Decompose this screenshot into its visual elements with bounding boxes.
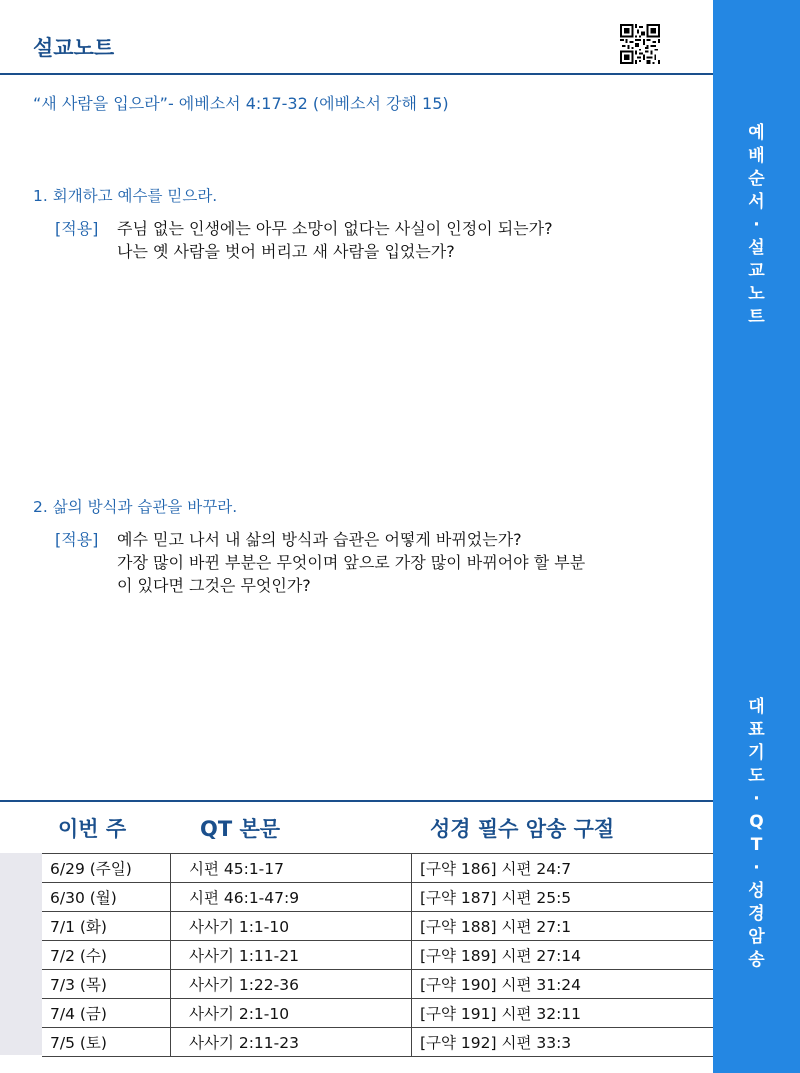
application-block: [55, 528, 695, 597]
sidebar-char: 송: [748, 950, 765, 970]
sermon-title: “새 사람을 입으라”- 에베소서 4:17-32 (에베소서 강해 15): [33, 94, 449, 113]
sidebar-char: 성: [748, 881, 765, 901]
section-heading: 2. 삶의 방식과 습관을 바꾸라.: [33, 498, 238, 516]
table-side-band: [0, 853, 42, 1055]
apply-line: 이 있다면 그것은 무엇인가?: [117, 576, 311, 595]
sidebar-char: 대: [748, 697, 765, 717]
header-divider: [0, 73, 713, 75]
sidebar-char: 경: [748, 904, 765, 924]
application-block: [55, 217, 695, 263]
sidebar-char: 암: [748, 927, 765, 947]
verse-cell: [구약 188] 시편 27:1: [412, 912, 715, 941]
table-divider: [0, 800, 713, 802]
verse-cell: [구약 187] 시편 25:5: [412, 883, 715, 912]
qt-cell: 사사기 1:22-36: [171, 970, 412, 999]
table-row: [42, 941, 714, 970]
verse-cell: [구약 186] 시편 24:7: [412, 854, 715, 883]
date-cell: 7/1 (화): [42, 912, 171, 941]
table-row: [42, 912, 714, 941]
page-title: 설교노트: [33, 36, 115, 60]
sidebar-char: 교: [748, 261, 765, 281]
qt-cell: 사사기 2:11-23: [171, 1028, 412, 1057]
qt-cell: 사사기 1:11-21: [171, 941, 412, 970]
column-header-qt: QT 본문: [200, 817, 281, 841]
apply-line: 주님 없는 인생에는 아무 소망이 없다는 사실이 인정이 되는가?: [117, 219, 553, 238]
date-cell: 7/2 (수): [42, 941, 171, 970]
sidebar-char: 노: [748, 284, 765, 304]
sidebar-char: 도: [748, 766, 765, 786]
column-header-memory-verse: 성경 필수 암송 구절: [430, 817, 615, 841]
sidebar-char: 예: [748, 123, 765, 143]
apply-line: 예수 믿고 나서 내 삶의 방식과 습관은 어떻게 바뀌었는가?: [117, 530, 522, 549]
sidebar-char: 설: [748, 238, 765, 258]
date-cell: 6/30 (월): [42, 883, 171, 912]
verse-cell: [구약 191] 시편 32:11: [412, 999, 715, 1028]
apply-line: 가장 많이 바뀐 부분은 무엇이며 앞으로 가장 많이 바뀌어야 할 부분: [117, 553, 586, 572]
sidebar-char: 배: [748, 146, 765, 166]
verse-cell: [구약 192] 시편 33:3: [412, 1028, 715, 1057]
table-row: [42, 1028, 714, 1057]
apply-tag: [적용]: [55, 530, 99, 549]
date-cell: 7/3 (목): [42, 970, 171, 999]
sidebar-tab-prayer-qt-memory[interactable]: [713, 696, 800, 972]
date-cell: 6/29 (주일): [42, 854, 171, 883]
table-row: [42, 883, 714, 912]
qr-code-icon[interactable]: [620, 24, 660, 64]
verse-cell: [구약 189] 시편 27:14: [412, 941, 715, 970]
sidebar-char: ·: [753, 789, 760, 809]
date-cell: 7/5 (토): [42, 1028, 171, 1057]
qt-cell: 시편 45:1-17: [171, 854, 412, 883]
apply-tag: [적용]: [55, 219, 99, 238]
table-row: [42, 970, 714, 999]
section-sidebar: [713, 0, 800, 1073]
column-header-week: 이번 주: [58, 817, 127, 841]
sidebar-tab-order-notes[interactable]: [713, 122, 800, 329]
table-row: [42, 854, 714, 883]
section-heading: 1. 회개하고 예수를 믿으라.: [33, 187, 218, 205]
qt-cell: 시편 46:1-47:9: [171, 883, 412, 912]
verse-cell: [구약 190] 시편 31:24: [412, 970, 715, 999]
sidebar-char: 트: [748, 307, 765, 327]
sidebar-char: Q: [749, 812, 764, 832]
qt-cell: 사사기 1:1-10: [171, 912, 412, 941]
sidebar-char: T: [750, 835, 763, 855]
table-row: [42, 999, 714, 1028]
sidebar-char: 기: [748, 743, 765, 763]
weekly-schedule-table: [42, 853, 714, 1057]
apply-line: 나는 옛 사람을 벗어 버리고 새 사람을 입었는가?: [117, 242, 455, 261]
date-cell: 7/4 (금): [42, 999, 171, 1028]
sidebar-char: 표: [748, 720, 765, 740]
qt-cell: 사사기 2:1-10: [171, 999, 412, 1028]
sidebar-char: ·: [753, 858, 760, 878]
sidebar-char: 순: [748, 169, 765, 189]
sidebar-char: ·: [753, 215, 760, 235]
sidebar-char: 서: [748, 192, 765, 212]
